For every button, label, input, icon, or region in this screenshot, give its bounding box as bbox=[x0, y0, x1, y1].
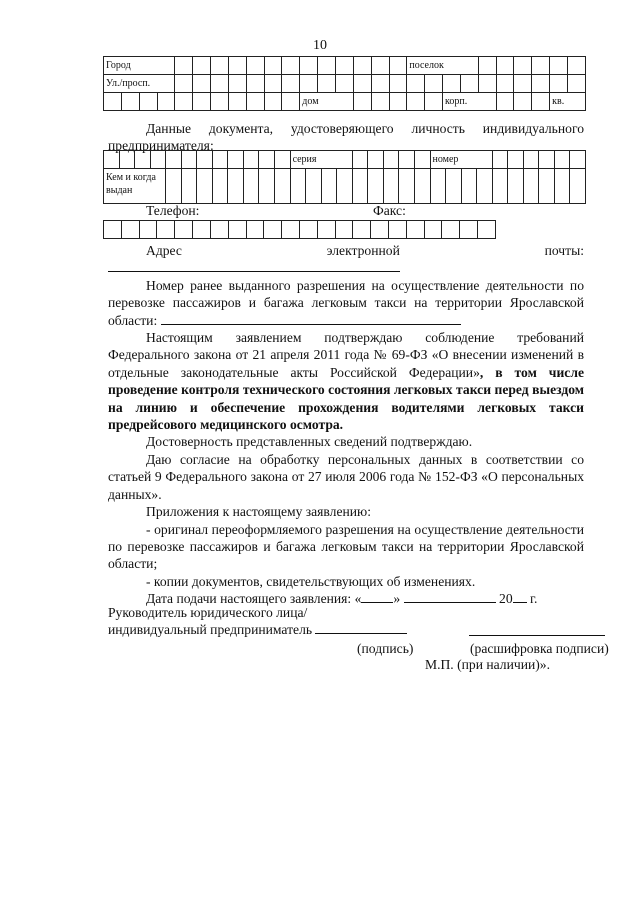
email-line bbox=[108, 242, 584, 277]
fax-cell[interactable] bbox=[389, 221, 407, 239]
street-cell[interactable] bbox=[211, 75, 229, 93]
street-cell[interactable] bbox=[175, 75, 193, 93]
house-row bbox=[104, 93, 586, 111]
confirm-paragraph bbox=[108, 329, 584, 433]
city-cell[interactable] bbox=[300, 57, 318, 75]
issued-cell[interactable] bbox=[492, 169, 508, 204]
settlement-cell[interactable] bbox=[496, 57, 514, 75]
signature-title-2-line bbox=[108, 621, 407, 638]
street-label: Ул./просп. bbox=[104, 75, 175, 93]
fax-cell[interactable] bbox=[460, 221, 478, 239]
issued-cell[interactable] bbox=[228, 169, 244, 204]
building-cell[interactable] bbox=[532, 93, 550, 111]
issued-cell[interactable] bbox=[446, 169, 462, 204]
fax-cell[interactable] bbox=[424, 221, 442, 239]
street-cell[interactable] bbox=[460, 75, 478, 93]
number-label: номер bbox=[430, 151, 492, 169]
street-cell[interactable] bbox=[228, 93, 246, 111]
confirm-part-2: , в том числе проведение контроля технического состояния легковых такси перед выездом на линию и обеспечение прохождения водителями легковых такси предрейсового медицинского осмотра. bbox=[108, 364, 584, 433]
city-cell[interactable] bbox=[318, 57, 336, 75]
fax-cell[interactable] bbox=[478, 221, 496, 239]
city-cell[interactable] bbox=[282, 57, 300, 75]
fax-cell[interactable] bbox=[299, 221, 317, 239]
issued-cell[interactable] bbox=[166, 169, 182, 204]
doc-cell[interactable] bbox=[166, 151, 182, 169]
attachment-2: - копии документов, свидетельствующих об изменениях. bbox=[146, 573, 476, 589]
issued-cell[interactable] bbox=[539, 169, 555, 204]
street-cell[interactable] bbox=[514, 75, 532, 93]
doc-cell[interactable] bbox=[135, 151, 151, 169]
phone-cell[interactable] bbox=[175, 221, 193, 239]
city-cell[interactable] bbox=[175, 57, 193, 75]
phone-cell[interactable] bbox=[139, 221, 157, 239]
issued-cell[interactable] bbox=[181, 169, 197, 204]
series-label: серия bbox=[290, 151, 352, 169]
series-number-row bbox=[104, 151, 586, 169]
number-cell[interactable] bbox=[508, 151, 524, 169]
city-row bbox=[104, 57, 586, 75]
phone-cell[interactable] bbox=[282, 221, 300, 239]
issued-cell[interactable] bbox=[368, 169, 384, 204]
series-cell[interactable] bbox=[368, 151, 384, 169]
doc-cell[interactable] bbox=[275, 151, 291, 169]
doc-cell[interactable] bbox=[181, 151, 197, 169]
email-label: Адрес электронной почты: bbox=[146, 243, 584, 258]
seal-note: М.П. (при наличии)». bbox=[425, 657, 550, 672]
doc-cell[interactable] bbox=[212, 151, 228, 169]
house-cell[interactable] bbox=[353, 93, 371, 111]
permit-number-field[interactable] bbox=[161, 312, 461, 325]
city-cell[interactable] bbox=[353, 57, 371, 75]
doc-cell[interactable] bbox=[104, 151, 120, 169]
id-document-grid bbox=[103, 150, 586, 204]
issued-cell[interactable] bbox=[554, 169, 570, 204]
series-cell[interactable] bbox=[399, 151, 415, 169]
phone-cell[interactable] bbox=[246, 221, 264, 239]
city-cell[interactable] bbox=[264, 57, 282, 75]
settlement-cell[interactable] bbox=[567, 57, 585, 75]
signature-title-2: индивидуальный предприниматель bbox=[108, 622, 313, 637]
permit-paragraph bbox=[108, 277, 584, 329]
building-cell[interactable] bbox=[514, 93, 532, 111]
building-label: корп. bbox=[443, 93, 497, 111]
issued-row bbox=[104, 169, 586, 204]
doc-cell[interactable] bbox=[197, 151, 213, 169]
fax-cell[interactable] bbox=[442, 221, 460, 239]
signature-caption: (подпись) bbox=[357, 641, 414, 656]
doc-cell[interactable] bbox=[243, 151, 259, 169]
street-cell[interactable] bbox=[246, 75, 264, 93]
issued-cell[interactable] bbox=[570, 169, 586, 204]
issued-cell[interactable] bbox=[306, 169, 322, 204]
decode-caption: (расшифровка подписи) bbox=[470, 641, 609, 656]
street-cell[interactable] bbox=[550, 75, 568, 93]
street-cell[interactable] bbox=[371, 75, 389, 93]
issued-label bbox=[104, 169, 166, 204]
doc-cell[interactable] bbox=[228, 151, 244, 169]
issued-cell[interactable] bbox=[337, 169, 353, 204]
city-cell[interactable] bbox=[371, 57, 389, 75]
issued-cell[interactable] bbox=[414, 169, 430, 204]
phone-cell[interactable] bbox=[157, 221, 175, 239]
issued-cell[interactable] bbox=[430, 169, 446, 204]
doc-cell[interactable] bbox=[119, 151, 135, 169]
issued-cell[interactable] bbox=[461, 169, 477, 204]
issued-cell[interactable] bbox=[259, 169, 275, 204]
street-cell[interactable] bbox=[496, 75, 514, 93]
series-cell[interactable] bbox=[414, 151, 430, 169]
street-cell[interactable] bbox=[157, 93, 175, 111]
street-cell[interactable] bbox=[318, 75, 336, 93]
issued-cell[interactable] bbox=[290, 169, 306, 204]
id-document-heading: Данные документа, удостоверяющего личность индивидуального предпринимателя: bbox=[108, 121, 584, 154]
street-cell[interactable] bbox=[300, 75, 318, 93]
settlement-cell[interactable] bbox=[532, 57, 550, 75]
signature-decode-field[interactable] bbox=[469, 623, 605, 636]
street-cell[interactable] bbox=[478, 75, 496, 93]
street-cell[interactable] bbox=[567, 75, 585, 93]
number-cell[interactable] bbox=[492, 151, 508, 169]
date-mid: » bbox=[393, 591, 401, 607]
issued-cell[interactable] bbox=[275, 169, 291, 204]
doc-cell[interactable] bbox=[150, 151, 166, 169]
issued-cell[interactable] bbox=[477, 169, 493, 204]
email-field[interactable] bbox=[108, 259, 400, 272]
street-cell[interactable] bbox=[175, 93, 193, 111]
number-cell[interactable] bbox=[523, 151, 539, 169]
main-text bbox=[108, 242, 584, 608]
issued-cell[interactable] bbox=[321, 169, 337, 204]
street-cell[interactable] bbox=[282, 93, 300, 111]
street-cell[interactable] bbox=[407, 75, 425, 93]
settlement-cell[interactable] bbox=[478, 57, 496, 75]
city-cell[interactable] bbox=[211, 57, 229, 75]
building-cell[interactable] bbox=[496, 93, 514, 111]
issued-cell[interactable] bbox=[197, 169, 213, 204]
city-cell[interactable] bbox=[335, 57, 353, 75]
settlement-cell[interactable] bbox=[514, 57, 532, 75]
phone-fax-grid bbox=[103, 220, 496, 239]
number-cell[interactable] bbox=[570, 151, 586, 169]
street-cell[interactable] bbox=[264, 93, 282, 111]
apartment-label: кв. bbox=[550, 93, 586, 111]
street-cell[interactable] bbox=[104, 93, 122, 111]
number-cell[interactable] bbox=[554, 151, 570, 169]
phone-cell[interactable] bbox=[210, 221, 228, 239]
street-cell[interactable] bbox=[246, 93, 264, 111]
phone-label: Телефон: bbox=[146, 203, 200, 218]
city-label: Город bbox=[104, 57, 175, 75]
issued-cell[interactable] bbox=[243, 169, 259, 204]
house-cell[interactable] bbox=[389, 93, 407, 111]
issued-cell[interactable] bbox=[212, 169, 228, 204]
issued-cell[interactable] bbox=[383, 169, 399, 204]
street-cell[interactable] bbox=[121, 93, 139, 111]
city-cell[interactable] bbox=[389, 57, 407, 75]
phone-cell[interactable] bbox=[121, 221, 139, 239]
date-year: 20 bbox=[499, 591, 513, 607]
address-grid bbox=[103, 56, 586, 111]
street-cell[interactable] bbox=[443, 75, 461, 93]
phone-cell[interactable] bbox=[193, 221, 211, 239]
phone-cell[interactable] bbox=[264, 221, 282, 239]
street-cell[interactable] bbox=[264, 75, 282, 93]
date-day-field[interactable] bbox=[361, 590, 393, 603]
issued-label-line-2: выдан bbox=[106, 185, 133, 196]
fax-cell[interactable] bbox=[353, 221, 371, 239]
fax-cell[interactable] bbox=[335, 221, 353, 239]
street-cell[interactable] bbox=[193, 93, 211, 111]
fax-cell[interactable] bbox=[371, 221, 389, 239]
house-cell[interactable] bbox=[425, 93, 443, 111]
street-cell[interactable] bbox=[228, 75, 246, 93]
doc-cell[interactable] bbox=[259, 151, 275, 169]
street-cell[interactable] bbox=[389, 75, 407, 93]
consent-paragraph: Даю согласие на обработку персональных данных в соответствии со статьей 9 Федерального закона от 27 июля 2006 года № 152-ФЗ «О персональных данных». bbox=[108, 451, 584, 502]
street-cell[interactable] bbox=[139, 93, 157, 111]
date-year-field[interactable] bbox=[513, 590, 527, 603]
page-number: 10 bbox=[313, 38, 327, 53]
street-cell[interactable] bbox=[211, 93, 229, 111]
city-cell[interactable] bbox=[228, 57, 246, 75]
fax-cell[interactable] bbox=[317, 221, 335, 239]
date-month-field[interactable] bbox=[404, 590, 496, 603]
fax-label: Факс: bbox=[373, 203, 406, 218]
house-label: дом bbox=[300, 93, 354, 111]
attachment-1: - оригинал переоформляемого разрешения на осуществление деятельности по перевозке пассажиров и багажа легковым такси на территории Ярославской области; bbox=[108, 521, 584, 572]
signature-field[interactable] bbox=[315, 621, 407, 634]
permit-intro: Номер ранее выданного разрешения на осуществление деятельности по перевозке пассажиров и багажа легковым такси на территории Ярославской области: bbox=[108, 277, 584, 328]
phone-fax-row bbox=[104, 221, 496, 239]
attachments-heading: Приложения к настоящему заявлению: bbox=[146, 504, 371, 520]
street-cell[interactable] bbox=[425, 75, 443, 93]
signature-title-1: Руководитель юридического лица/ bbox=[108, 605, 308, 620]
number-cell[interactable] bbox=[539, 151, 555, 169]
series-cell[interactable] bbox=[383, 151, 399, 169]
city-cell[interactable] bbox=[193, 57, 211, 75]
city-cell[interactable] bbox=[246, 57, 264, 75]
issued-cell[interactable] bbox=[508, 169, 524, 204]
series-cell[interactable] bbox=[352, 151, 368, 169]
street-cell[interactable] bbox=[282, 75, 300, 93]
house-cell[interactable] bbox=[407, 93, 425, 111]
issued-cell[interactable] bbox=[399, 169, 415, 204]
date-suffix: г. bbox=[526, 591, 538, 607]
street-row bbox=[104, 75, 586, 93]
issued-label-line-1: Кем и когда bbox=[106, 172, 156, 183]
street-cell[interactable] bbox=[353, 75, 371, 93]
phone-cell[interactable] bbox=[104, 221, 122, 239]
house-cell[interactable] bbox=[371, 93, 389, 111]
phone-cell[interactable] bbox=[228, 221, 246, 239]
street-cell[interactable] bbox=[193, 75, 211, 93]
settlement-label: поселок bbox=[407, 57, 478, 75]
confirm-part-1: Настоящим заявлением подтверждаю соблюдение требований Федерального закона от 21 апреля 2011 года № 69-ФЗ «О внесении изменений в отдельные законодательные акты Российской Федерации» bbox=[108, 330, 584, 380]
date-label: Дата подачи настоящего заявления: « bbox=[146, 591, 362, 607]
issued-cell[interactable] bbox=[523, 169, 539, 204]
settlement-cell[interactable] bbox=[550, 57, 568, 75]
fax-cell[interactable] bbox=[406, 221, 424, 239]
street-cell[interactable] bbox=[335, 75, 353, 93]
accuracy-paragraph: Достоверность представленных сведений подтверждаю. bbox=[146, 434, 473, 450]
street-cell[interactable] bbox=[532, 75, 550, 93]
issued-cell[interactable] bbox=[352, 169, 368, 204]
